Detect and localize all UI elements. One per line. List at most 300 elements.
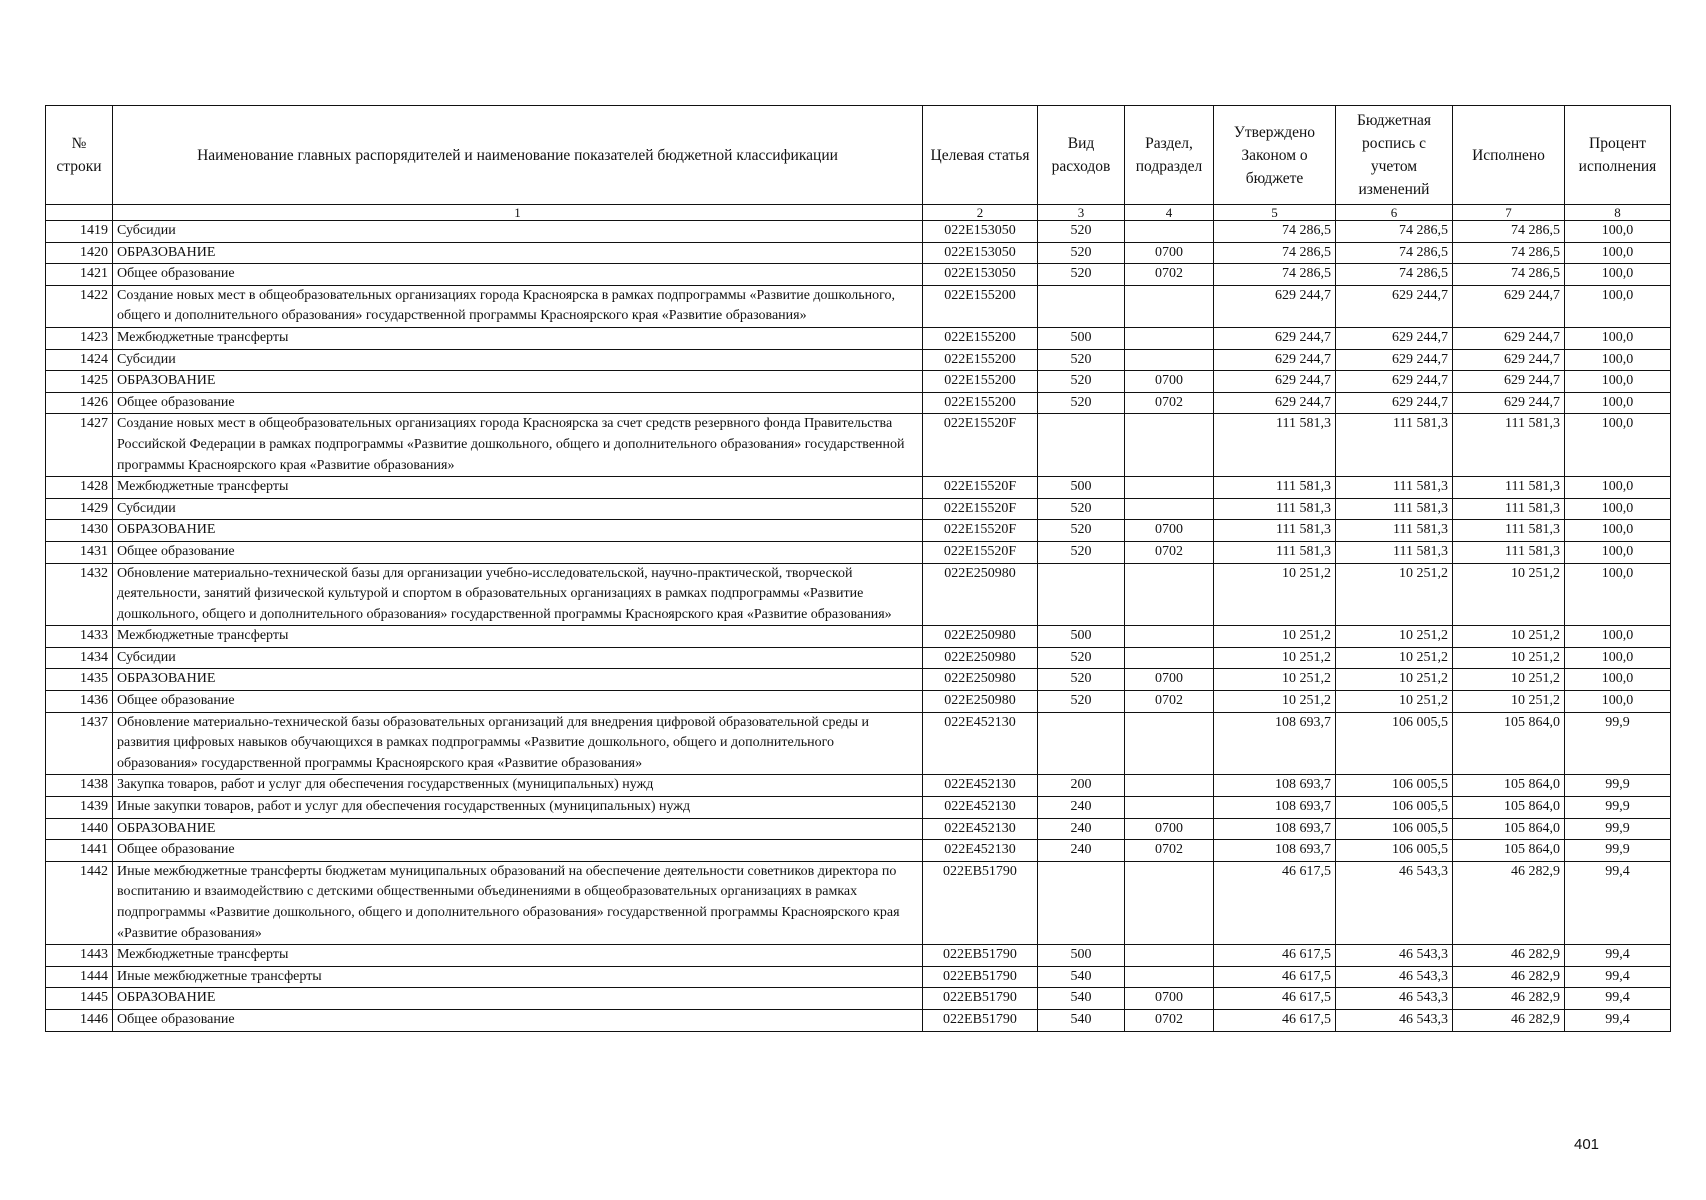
approved-amount-cell: 10 251,2 — [1214, 647, 1336, 669]
name-cell: Общее образование — [113, 392, 923, 414]
executed-amount-cell: 46 282,9 — [1453, 861, 1565, 944]
name-cell: Общее образование — [113, 1009, 923, 1031]
header-approved: Утверждено Законом о бюджете — [1214, 106, 1336, 205]
section-cell: 0702 — [1125, 1009, 1214, 1031]
target-article-cell: 022E452130 — [923, 775, 1038, 797]
expense-type-cell: 520 — [1038, 647, 1125, 669]
row-number-cell: 1443 — [46, 945, 113, 967]
executed-amount-cell: 111 581,3 — [1453, 498, 1565, 520]
row-number-cell: 1445 — [46, 988, 113, 1010]
section-cell — [1125, 498, 1214, 520]
schedule-amount-cell: 46 543,3 — [1336, 1009, 1453, 1031]
row-number-cell: 1430 — [46, 520, 113, 542]
column-number-row — [46, 205, 1671, 221]
executed-amount-cell: 10 251,2 — [1453, 669, 1565, 691]
table-row — [46, 797, 1671, 819]
table-row — [46, 392, 1671, 414]
header-target-article: Целевая статья — [923, 106, 1038, 205]
header-budget-schedule: Бюджетная роспись с учетом изменений — [1336, 106, 1453, 205]
table-row — [46, 966, 1671, 988]
table-row — [46, 264, 1671, 286]
table-header-row — [46, 106, 1671, 205]
expense-type-cell: 520 — [1038, 242, 1125, 264]
schedule-amount-cell: 629 244,7 — [1336, 327, 1453, 349]
expense-type-cell — [1038, 563, 1125, 626]
schedule-amount-cell: 629 244,7 — [1336, 392, 1453, 414]
name-cell: Субсидии — [113, 221, 923, 243]
row-number-cell: 1429 — [46, 498, 113, 520]
approved-amount-cell: 629 244,7 — [1214, 349, 1336, 371]
expense-type-cell — [1038, 861, 1125, 944]
table-row — [46, 520, 1671, 542]
expense-type-cell: 520 — [1038, 541, 1125, 563]
approved-amount-cell: 10 251,2 — [1214, 691, 1336, 713]
table-row — [46, 647, 1671, 669]
target-article-cell: 022E15520F — [923, 498, 1038, 520]
expense-type-cell: 500 — [1038, 327, 1125, 349]
expense-type-cell: 520 — [1038, 392, 1125, 414]
approved-amount-cell: 629 244,7 — [1214, 327, 1336, 349]
table-row — [46, 285, 1671, 327]
schedule-amount-cell: 10 251,2 — [1336, 691, 1453, 713]
approved-amount-cell: 111 581,3 — [1214, 541, 1336, 563]
target-article-cell: 022E15520F — [923, 520, 1038, 542]
name-cell: Общее образование — [113, 541, 923, 563]
header-percent: Процент исполнения — [1565, 106, 1671, 205]
row-number-cell: 1441 — [46, 840, 113, 862]
table-row — [46, 498, 1671, 520]
approved-amount-cell: 108 693,7 — [1214, 712, 1336, 775]
approved-amount-cell: 46 617,5 — [1214, 945, 1336, 967]
section-cell — [1125, 966, 1214, 988]
name-cell: Субсидии — [113, 647, 923, 669]
approved-amount-cell: 46 617,5 — [1214, 966, 1336, 988]
table-row — [46, 1009, 1671, 1031]
executed-amount-cell: 105 864,0 — [1453, 775, 1565, 797]
target-article-cell: 022E250980 — [923, 647, 1038, 669]
name-cell: ОБРАЗОВАНИЕ — [113, 988, 923, 1010]
section-cell — [1125, 285, 1214, 327]
approved-amount-cell: 111 581,3 — [1214, 414, 1336, 477]
approved-amount-cell: 74 286,5 — [1214, 221, 1336, 243]
target-article-cell: 022EB51790 — [923, 966, 1038, 988]
table-row — [46, 541, 1671, 563]
column-number: 4 — [1125, 205, 1214, 221]
table-row — [46, 626, 1671, 648]
row-number-cell: 1440 — [46, 818, 113, 840]
section-cell: 0700 — [1125, 242, 1214, 264]
header-section: Раздел, подраздел — [1125, 106, 1214, 205]
target-article-cell: 022E15520F — [923, 414, 1038, 477]
approved-amount-cell: 629 244,7 — [1214, 285, 1336, 327]
section-cell: 0700 — [1125, 818, 1214, 840]
approved-amount-cell: 108 693,7 — [1214, 775, 1336, 797]
target-article-cell: 022E250980 — [923, 691, 1038, 713]
row-number-cell: 1428 — [46, 477, 113, 499]
row-number-cell: 1437 — [46, 712, 113, 775]
table-row — [46, 349, 1671, 371]
target-article-cell: 022EB51790 — [923, 988, 1038, 1010]
name-cell: ОБРАЗОВАНИЕ — [113, 669, 923, 691]
executed-amount-cell: 46 282,9 — [1453, 988, 1565, 1010]
percent-cell: 99,4 — [1565, 945, 1671, 967]
executed-amount-cell: 629 244,7 — [1453, 371, 1565, 393]
approved-amount-cell: 108 693,7 — [1214, 840, 1336, 862]
name-cell: Обновление материально-технической базы образовательных организаций для внедрения цифровой образовательной среды и развития цифровых навыков обучающихся в рамках подпрограммы «Развитие дошкольного, общего и дополнительного образования» государственной программы Красноярского края «Развитие образования» — [113, 712, 923, 775]
row-number-cell: 1439 — [46, 797, 113, 819]
section-cell: 0702 — [1125, 840, 1214, 862]
percent-cell: 100,0 — [1565, 669, 1671, 691]
section-cell — [1125, 221, 1214, 243]
executed-amount-cell: 105 864,0 — [1453, 840, 1565, 862]
schedule-amount-cell: 46 543,3 — [1336, 945, 1453, 967]
name-cell: ОБРАЗОВАНИЕ — [113, 818, 923, 840]
section-cell — [1125, 712, 1214, 775]
schedule-amount-cell: 46 543,3 — [1336, 966, 1453, 988]
executed-amount-cell: 74 286,5 — [1453, 264, 1565, 286]
percent-cell: 99,9 — [1565, 818, 1671, 840]
table-body — [46, 221, 1671, 1032]
expense-type-cell: 500 — [1038, 945, 1125, 967]
percent-cell: 100,0 — [1565, 541, 1671, 563]
target-article-cell: 022E250980 — [923, 563, 1038, 626]
percent-cell: 100,0 — [1565, 285, 1671, 327]
executed-amount-cell: 111 581,3 — [1453, 520, 1565, 542]
percent-cell: 100,0 — [1565, 691, 1671, 713]
target-article-cell: 022EB51790 — [923, 861, 1038, 944]
schedule-amount-cell: 10 251,2 — [1336, 626, 1453, 648]
expense-type-cell — [1038, 285, 1125, 327]
approved-amount-cell: 111 581,3 — [1214, 477, 1336, 499]
approved-amount-cell: 46 617,5 — [1214, 861, 1336, 944]
executed-amount-cell: 105 864,0 — [1453, 797, 1565, 819]
executed-amount-cell: 111 581,3 — [1453, 477, 1565, 499]
name-cell: Создание новых мест в общеобразовательных организациях города Красноярска за счет средств резервного фонда Правительства Российской Федерации в рамках подпрограммы «Развитие дошкольного, общего и дополнительного образования» государственной программы Красноярского края «Развитие образования» — [113, 414, 923, 477]
section-cell: 0700 — [1125, 669, 1214, 691]
column-number: 8 — [1565, 205, 1671, 221]
name-cell: Общее образование — [113, 691, 923, 713]
name-cell: Межбюджетные трансферты — [113, 327, 923, 349]
target-article-cell: 022E452130 — [923, 818, 1038, 840]
percent-cell: 99,9 — [1565, 775, 1671, 797]
schedule-amount-cell: 111 581,3 — [1336, 477, 1453, 499]
expense-type-cell: 200 — [1038, 775, 1125, 797]
percent-cell: 99,4 — [1565, 861, 1671, 944]
column-number: 1 — [113, 205, 923, 221]
name-cell: Общее образование — [113, 264, 923, 286]
executed-amount-cell: 111 581,3 — [1453, 414, 1565, 477]
column-number: 3 — [1038, 205, 1125, 221]
section-cell — [1125, 647, 1214, 669]
percent-cell: 100,0 — [1565, 221, 1671, 243]
schedule-amount-cell: 10 251,2 — [1336, 669, 1453, 691]
expense-type-cell: 520 — [1038, 669, 1125, 691]
table-row — [46, 775, 1671, 797]
name-cell: ОБРАЗОВАНИЕ — [113, 371, 923, 393]
name-cell: Обновление материально-технической базы для организации учебно-исследовательской, научно-практической, творческой деятельности, занятий физической культурой и спортом в образовательных организациях в рамках подпрограммы «Развитие дошкольного, общего и дополнительного образования» государственной программы Красноярского края «Развитие образования» — [113, 563, 923, 626]
schedule-amount-cell: 74 286,5 — [1336, 242, 1453, 264]
section-cell — [1125, 945, 1214, 967]
executed-amount-cell: 74 286,5 — [1453, 242, 1565, 264]
percent-cell: 99,4 — [1565, 1009, 1671, 1031]
section-cell — [1125, 349, 1214, 371]
approved-amount-cell: 108 693,7 — [1214, 797, 1336, 819]
budget-report-sheet — [45, 105, 1670, 1032]
percent-cell: 99,4 — [1565, 966, 1671, 988]
table-row — [46, 414, 1671, 477]
target-article-cell: 022E452130 — [923, 712, 1038, 775]
row-number-cell: 1421 — [46, 264, 113, 286]
schedule-amount-cell: 111 581,3 — [1336, 414, 1453, 477]
target-article-cell: 022E15520F — [923, 477, 1038, 499]
table-row — [46, 691, 1671, 713]
table-row — [46, 371, 1671, 393]
target-article-cell: 022E15520F — [923, 541, 1038, 563]
executed-amount-cell: 629 244,7 — [1453, 349, 1565, 371]
column-number: 6 — [1336, 205, 1453, 221]
schedule-amount-cell: 111 581,3 — [1336, 498, 1453, 520]
table-row — [46, 988, 1671, 1010]
section-cell — [1125, 477, 1214, 499]
name-cell: Иные межбюджетные трансферты — [113, 966, 923, 988]
column-number: 5 — [1214, 205, 1336, 221]
schedule-amount-cell: 629 244,7 — [1336, 285, 1453, 327]
row-number-cell: 1425 — [46, 371, 113, 393]
approved-amount-cell: 74 286,5 — [1214, 264, 1336, 286]
row-number-cell: 1433 — [46, 626, 113, 648]
target-article-cell: 022E155200 — [923, 285, 1038, 327]
row-number-cell: 1426 — [46, 392, 113, 414]
approved-amount-cell: 111 581,3 — [1214, 498, 1336, 520]
table-row — [46, 712, 1671, 775]
target-article-cell: 022E153050 — [923, 242, 1038, 264]
percent-cell: 100,0 — [1565, 392, 1671, 414]
schedule-amount-cell: 106 005,5 — [1336, 840, 1453, 862]
name-cell: Иные межбюджетные трансферты бюджетам муниципальных образований на обеспечение деятельности советников директора по воспитанию и взаимодействию с детскими общественными объединениями в общеобразовательных организациях в рамках подпрограммы «Развитие дошкольного, общего и дополнительного образования» государственной программы Красноярского края «Развитие образования» — [113, 861, 923, 944]
section-cell: 0700 — [1125, 520, 1214, 542]
column-number — [46, 205, 113, 221]
approved-amount-cell: 10 251,2 — [1214, 563, 1336, 626]
row-number-cell: 1434 — [46, 647, 113, 669]
row-number-cell: 1444 — [46, 966, 113, 988]
row-number-cell: 1442 — [46, 861, 113, 944]
schedule-amount-cell: 106 005,5 — [1336, 818, 1453, 840]
schedule-amount-cell: 106 005,5 — [1336, 775, 1453, 797]
name-cell: ОБРАЗОВАНИЕ — [113, 242, 923, 264]
table-row — [46, 840, 1671, 862]
approved-amount-cell: 108 693,7 — [1214, 818, 1336, 840]
executed-amount-cell: 105 864,0 — [1453, 712, 1565, 775]
executed-amount-cell: 105 864,0 — [1453, 818, 1565, 840]
schedule-amount-cell: 10 251,2 — [1336, 563, 1453, 626]
expense-type-cell — [1038, 712, 1125, 775]
row-number-cell: 1420 — [46, 242, 113, 264]
target-article-cell: 022E250980 — [923, 626, 1038, 648]
section-cell — [1125, 626, 1214, 648]
table-row — [46, 242, 1671, 264]
target-article-cell: 022E155200 — [923, 327, 1038, 349]
page-number: 401 — [1574, 1136, 1600, 1153]
table-row — [46, 563, 1671, 626]
name-cell: Общее образование — [113, 840, 923, 862]
expense-type-cell: 520 — [1038, 498, 1125, 520]
name-cell: Межбюджетные трансферты — [113, 626, 923, 648]
executed-amount-cell: 629 244,7 — [1453, 327, 1565, 349]
header-name: Наименование главных распорядителей и наименование показателей бюджетной классификации — [113, 106, 923, 205]
percent-cell: 99,9 — [1565, 840, 1671, 862]
target-article-cell: 022E155200 — [923, 371, 1038, 393]
executed-amount-cell: 629 244,7 — [1453, 285, 1565, 327]
approved-amount-cell: 629 244,7 — [1214, 371, 1336, 393]
approved-amount-cell: 10 251,2 — [1214, 626, 1336, 648]
expense-type-cell: 520 — [1038, 349, 1125, 371]
percent-cell: 100,0 — [1565, 563, 1671, 626]
percent-cell: 99,9 — [1565, 797, 1671, 819]
approved-amount-cell: 46 617,5 — [1214, 988, 1336, 1010]
percent-cell: 100,0 — [1565, 242, 1671, 264]
name-cell: Межбюджетные трансферты — [113, 477, 923, 499]
expense-type-cell: 500 — [1038, 626, 1125, 648]
section-cell: 0702 — [1125, 392, 1214, 414]
executed-amount-cell: 10 251,2 — [1453, 626, 1565, 648]
section-cell — [1125, 563, 1214, 626]
percent-cell: 100,0 — [1565, 498, 1671, 520]
section-cell: 0700 — [1125, 371, 1214, 393]
name-cell: Межбюджетные трансферты — [113, 945, 923, 967]
expense-type-cell: 240 — [1038, 797, 1125, 819]
expense-type-cell: 520 — [1038, 691, 1125, 713]
schedule-amount-cell: 106 005,5 — [1336, 797, 1453, 819]
expense-type-cell — [1038, 414, 1125, 477]
header-row-number: № строки — [46, 106, 113, 205]
target-article-cell: 022EB51790 — [923, 1009, 1038, 1031]
row-number-cell: 1438 — [46, 775, 113, 797]
table-row — [46, 818, 1671, 840]
executed-amount-cell: 111 581,3 — [1453, 541, 1565, 563]
target-article-cell: 022E153050 — [923, 264, 1038, 286]
percent-cell: 100,0 — [1565, 626, 1671, 648]
percent-cell: 100,0 — [1565, 349, 1671, 371]
percent-cell: 99,4 — [1565, 988, 1671, 1010]
column-number: 7 — [1453, 205, 1565, 221]
approved-amount-cell: 46 617,5 — [1214, 1009, 1336, 1031]
executed-amount-cell: 46 282,9 — [1453, 945, 1565, 967]
row-number-cell: 1419 — [46, 221, 113, 243]
row-number-cell: 1435 — [46, 669, 113, 691]
schedule-amount-cell: 111 581,3 — [1336, 541, 1453, 563]
schedule-amount-cell: 46 543,3 — [1336, 988, 1453, 1010]
target-article-cell: 022E155200 — [923, 392, 1038, 414]
row-number-cell: 1446 — [46, 1009, 113, 1031]
percent-cell: 99,9 — [1565, 712, 1671, 775]
schedule-amount-cell: 74 286,5 — [1336, 221, 1453, 243]
expense-type-cell: 520 — [1038, 520, 1125, 542]
target-article-cell: 022EB51790 — [923, 945, 1038, 967]
approved-amount-cell: 10 251,2 — [1214, 669, 1336, 691]
table-row — [46, 327, 1671, 349]
approved-amount-cell: 74 286,5 — [1214, 242, 1336, 264]
executed-amount-cell: 629 244,7 — [1453, 392, 1565, 414]
row-number-cell: 1436 — [46, 691, 113, 713]
expense-type-cell: 240 — [1038, 818, 1125, 840]
expense-type-cell: 500 — [1038, 477, 1125, 499]
name-cell: ОБРАЗОВАНИЕ — [113, 520, 923, 542]
section-cell: 0702 — [1125, 541, 1214, 563]
percent-cell: 100,0 — [1565, 414, 1671, 477]
table-row — [46, 945, 1671, 967]
percent-cell: 100,0 — [1565, 371, 1671, 393]
percent-cell: 100,0 — [1565, 647, 1671, 669]
percent-cell: 100,0 — [1565, 477, 1671, 499]
expense-type-cell: 540 — [1038, 988, 1125, 1010]
section-cell: 0700 — [1125, 988, 1214, 1010]
schedule-amount-cell: 629 244,7 — [1336, 349, 1453, 371]
percent-cell: 100,0 — [1565, 264, 1671, 286]
row-number-cell: 1424 — [46, 349, 113, 371]
target-article-cell: 022E153050 — [923, 221, 1038, 243]
section-cell — [1125, 327, 1214, 349]
target-article-cell: 022E452130 — [923, 840, 1038, 862]
row-number-cell: 1431 — [46, 541, 113, 563]
row-number-cell: 1432 — [46, 563, 113, 626]
row-number-cell: 1423 — [46, 327, 113, 349]
approved-amount-cell: 111 581,3 — [1214, 520, 1336, 542]
percent-cell: 100,0 — [1565, 520, 1671, 542]
table-row — [46, 221, 1671, 243]
schedule-amount-cell: 10 251,2 — [1336, 647, 1453, 669]
schedule-amount-cell: 629 244,7 — [1336, 371, 1453, 393]
expense-type-cell: 520 — [1038, 221, 1125, 243]
expense-type-cell: 540 — [1038, 966, 1125, 988]
table-row — [46, 669, 1671, 691]
section-cell — [1125, 775, 1214, 797]
section-cell — [1125, 414, 1214, 477]
section-cell — [1125, 861, 1214, 944]
approved-amount-cell: 629 244,7 — [1214, 392, 1336, 414]
section-cell: 0702 — [1125, 264, 1214, 286]
row-number-cell: 1422 — [46, 285, 113, 327]
executed-amount-cell: 10 251,2 — [1453, 691, 1565, 713]
expense-type-cell: 520 — [1038, 264, 1125, 286]
target-article-cell: 022E452130 — [923, 797, 1038, 819]
schedule-amount-cell: 111 581,3 — [1336, 520, 1453, 542]
executed-amount-cell: 46 282,9 — [1453, 966, 1565, 988]
schedule-amount-cell: 46 543,3 — [1336, 861, 1453, 944]
schedule-amount-cell: 74 286,5 — [1336, 264, 1453, 286]
section-cell — [1125, 797, 1214, 819]
expense-type-cell: 520 — [1038, 371, 1125, 393]
target-article-cell: 022E250980 — [923, 669, 1038, 691]
table-row — [46, 861, 1671, 944]
row-number-cell: 1427 — [46, 414, 113, 477]
name-cell: Создание новых мест в общеобразовательных организациях города Красноярска в рамках подпрограммы «Развитие дошкольного, общего и дополнительного образования» государственной программы Красноярского края «Развитие образования» — [113, 285, 923, 327]
name-cell: Закупка товаров, работ и услуг для обеспечения государственных (муниципальных) нужд — [113, 775, 923, 797]
expense-type-cell: 540 — [1038, 1009, 1125, 1031]
column-number: 2 — [923, 205, 1038, 221]
executed-amount-cell: 46 282,9 — [1453, 1009, 1565, 1031]
percent-cell: 100,0 — [1565, 327, 1671, 349]
executed-amount-cell: 10 251,2 — [1453, 563, 1565, 626]
schedule-amount-cell: 106 005,5 — [1336, 712, 1453, 775]
budget-execution-table — [45, 105, 1671, 1032]
header-expense-type: Вид расходов — [1038, 106, 1125, 205]
target-article-cell: 022E155200 — [923, 349, 1038, 371]
expense-type-cell: 240 — [1038, 840, 1125, 862]
section-cell: 0702 — [1125, 691, 1214, 713]
name-cell: Субсидии — [113, 498, 923, 520]
name-cell: Субсидии — [113, 349, 923, 371]
executed-amount-cell: 10 251,2 — [1453, 647, 1565, 669]
